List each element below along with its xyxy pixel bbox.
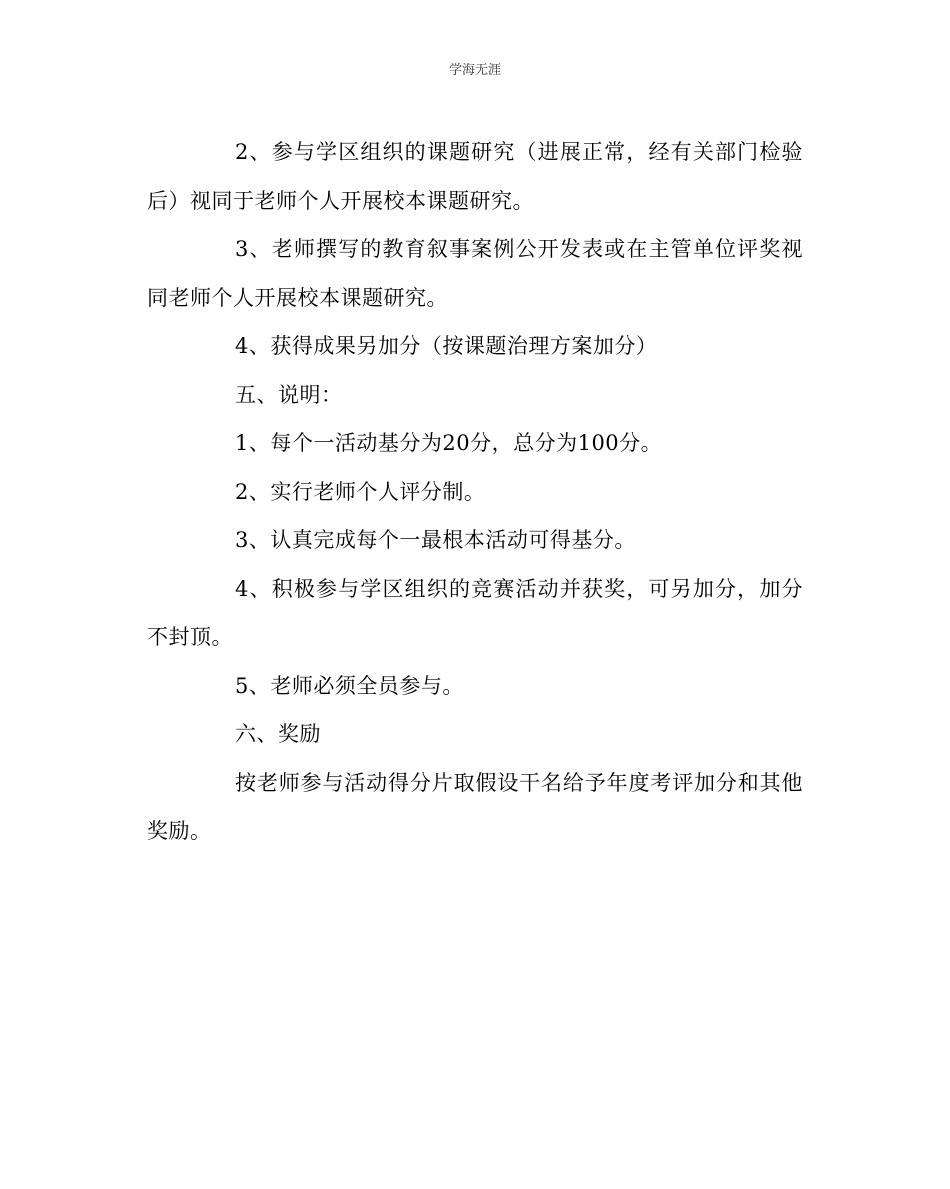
paragraph-complete-activity: 3、认真完成每个一最根本活动可得基分。 — [235, 528, 636, 552]
section-heading-rewards: 六、奖励 — [235, 722, 321, 746]
paragraph-reward-details: 按老师参与活动得分片取假设干名给予年度考评加分和其他奖励。 — [147, 770, 803, 843]
paragraph-competition-bonus: 4、积极参与学区组织的竞赛活动并获奖，可另加分，加分不封顶。 — [147, 576, 803, 649]
paragraph-full-participation: 5、老师必须全员参与。 — [235, 673, 464, 698]
paragraph-individual-scoring: 2、实行老师个人评分制。 — [235, 479, 486, 504]
paragraph-narrative-cases: 3、老师撰写的教育叙事案例公开发表或在主管单位评奖视同老师个人开展校本课题研究。 — [147, 237, 803, 310]
section-heading-notes: 五、说明： — [235, 382, 343, 407]
paragraph-base-score: 1、每个一活动基分为20分，总分为100分。 — [235, 431, 663, 455]
page-header: 学海无涯 — [448, 63, 501, 78]
paragraph-research-participation: 2、参与学区组织的课题研究（进展正常，经有关部门检验后）视同于老师个人开展校本课题研究。 — [147, 140, 803, 213]
paragraph-extra-points: 4、获得成果另加分（按课题治理方案加分） — [235, 334, 658, 358]
document-body — [147, 128, 803, 856]
